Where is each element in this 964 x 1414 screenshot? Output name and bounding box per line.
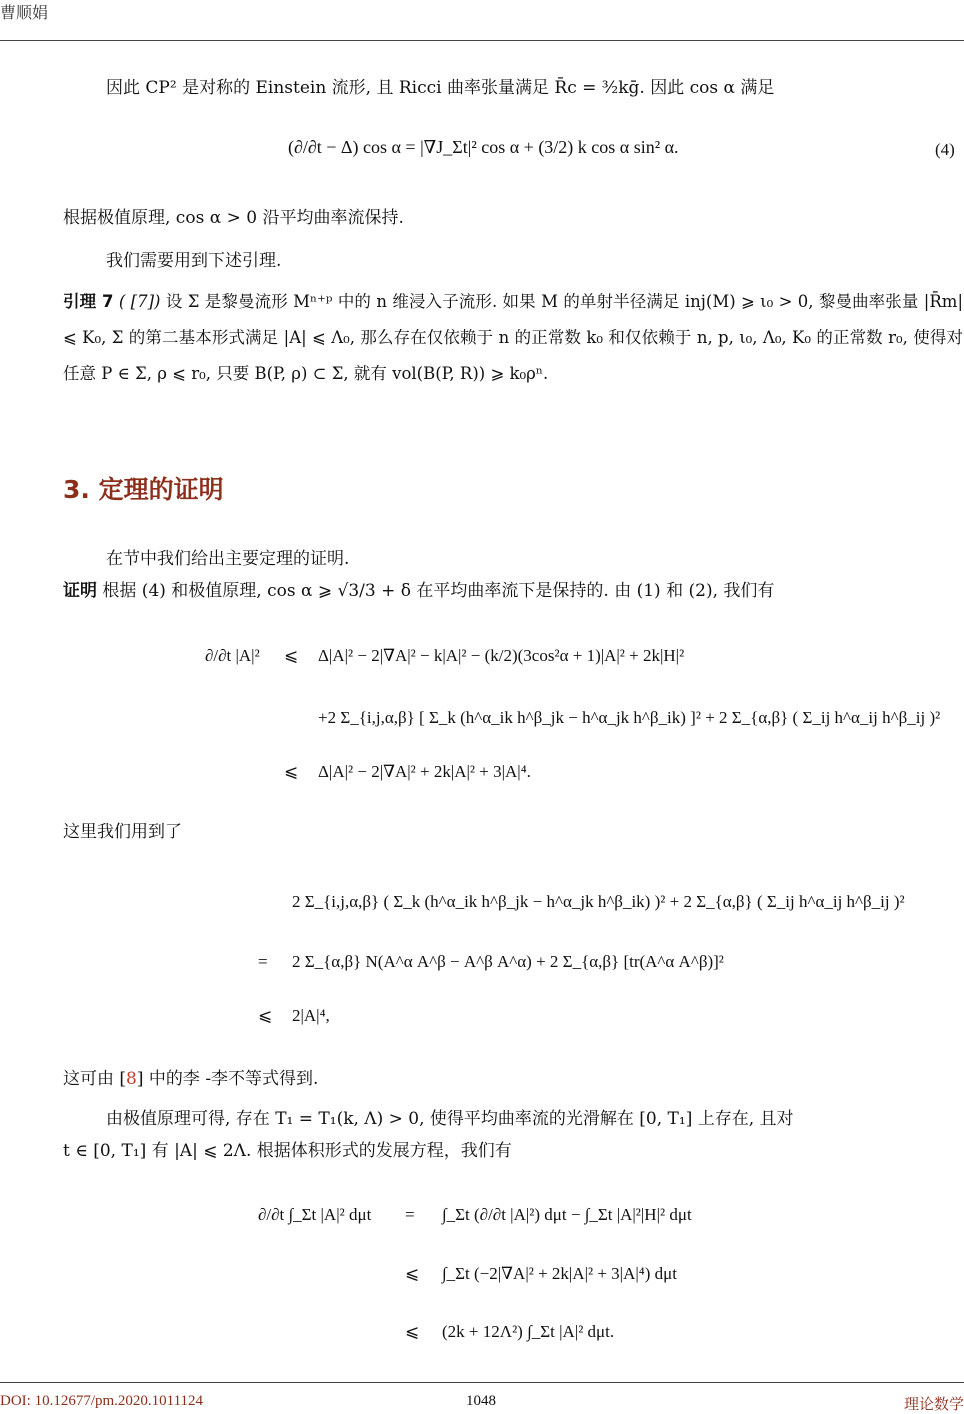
p6-post: ] 中的李 -李不等式得到. bbox=[136, 1069, 319, 1089]
eqA-line1-lhs: ∂/∂t |A|² bbox=[205, 646, 260, 665]
eqA-line1-rel: ⩽ bbox=[284, 646, 299, 665]
citation-link-8[interactable]: 8 bbox=[126, 1069, 137, 1089]
eqC-line3-rhs: (2k + 12Λ²) ∫_Σt |A|² dμt. bbox=[442, 1322, 615, 1341]
eqB-line2-rel: = bbox=[258, 952, 268, 971]
proof-text: 根据 (4) 和极值原理, cos α ⩾ √3/3 + δ 在平均曲率流下是保持的. 由 (1) 和 (2), 我们有 bbox=[102, 581, 775, 601]
footer-rule bbox=[0, 1382, 964, 1383]
proof-paragraph bbox=[63, 578, 774, 604]
eqB-line3-rel: ⩽ bbox=[258, 1006, 273, 1025]
paragraph-section-intro: 在节中我们给出主要定理的证明. bbox=[106, 549, 350, 569]
eqC-line3-rel: ⩽ bbox=[405, 1322, 420, 1341]
running-header-author: 曹顺娟 bbox=[0, 3, 49, 22]
eqA-line3-rel: ⩽ bbox=[284, 762, 299, 781]
footer-journal-name: 理论数学 bbox=[903, 1395, 964, 1413]
header-rule bbox=[0, 40, 964, 41]
eqC-line2-rhs: ∫_Σt (−2|∇A|² + 2k|A|² + 3|A|⁴) dμt bbox=[442, 1264, 677, 1283]
paragraph-used: 这里我们用到了 bbox=[63, 822, 182, 842]
footer-doi[interactable]: DOI: 10.12677/pm.2020.1011124 bbox=[0, 1393, 204, 1409]
footer-page-number: 1048 bbox=[466, 1393, 496, 1409]
eqA-line3-rhs: Δ|A|² − 2|∇A|² + 2k|A|² + 3|A|⁴. bbox=[318, 762, 531, 781]
lemma-citation[interactable]: ( [7]) bbox=[118, 292, 161, 311]
section-heading: 3. 定理的证明 bbox=[63, 475, 224, 504]
lemma-text: 设 Σ 是黎曼流形 Mⁿ⁺ᵖ 中的 n 维浸入子流形. 如果 M 的单射半径满足 inj(M) ⩾ ι₀ > 0, 黎曼曲率张量 |R̄m| ⩽ K₀, Σ 的第二基本形式满足 |A| ⩽ Λ₀, 那么存在仅依赖于 n 的正常数 k₀ 和仅依赖于 n, p, ι₀, Λ₀, K₀ 的正常数 r₀, 使得对任意 P ∈ Σ, ρ ⩽ r₀, 只要 B(P, ρ) ⊂ Σ, 就有 vol(B(P, R)) ⩾ k₀ρⁿ. bbox=[63, 292, 963, 383]
eqC-line1-lhs: ∂/∂t ∫_Σt |A|² dμt bbox=[258, 1205, 372, 1224]
equation-number-4: (4) bbox=[935, 140, 955, 159]
paragraph-lemma-intro: 我们需要用到下述引理. bbox=[106, 251, 282, 271]
equation-4: (∂/∂t − Δ) cos α = |∇J_Σt|² cos α + (3/2) k cos α sin² α. bbox=[288, 137, 679, 157]
p6-pre: 这可由 [ bbox=[63, 1069, 127, 1089]
lemma-label: 引理 7 bbox=[63, 292, 114, 311]
eqA-line2-rhs: +2 Σ_{i,j,α,β} [ Σ_k (h^α_ik h^β_jk − h^α_jk h^β_ik) ]² + 2 Σ_{α,β} ( Σ_ij h^α_ij h^β_ij )² bbox=[318, 708, 941, 727]
proof-label: 证明 bbox=[63, 581, 97, 601]
paragraph-max-principle: 根据极值原理, cos α > 0 沿平均曲率流保持. bbox=[63, 208, 404, 228]
eqB-line1: 2 Σ_{i,j,α,β} ( Σ_k (h^α_ik h^β_jk − h^α_jk h^β_ik) )² + 2 Σ_{α,β} ( Σ_ij h^α_ij h^β_ij )² bbox=[292, 892, 905, 911]
paragraph-cp2-einstein: 因此 CP² 是对称的 Einstein 流形, 且 Ricci 曲率张量满足 R̄c = ³⁄₂kḡ. 因此 cos α 满足 bbox=[106, 78, 775, 98]
eqC-line1-rel: = bbox=[405, 1205, 415, 1224]
paragraph-li-li-inequality bbox=[63, 1066, 318, 1092]
eqB-line2: 2 Σ_{α,β} N(A^α A^β − A^β A^α) + 2 Σ_{α,β} [tr(A^α A^β)]² bbox=[292, 952, 724, 971]
paragraph-existence-line1: 由极值原理可得, 存在 T₁ = T₁(k, Λ) > 0, 使得平均曲率流的光滑解在 [0, T₁] 上存在, 且对 bbox=[106, 1109, 794, 1129]
eqC-line2-rel: ⩽ bbox=[405, 1264, 420, 1283]
eqC-line1-rhs: ∫_Σt (∂/∂t |A|²) dμt − ∫_Σt |A|²|H|² dμt bbox=[442, 1205, 692, 1224]
eqB-line3: 2|A|⁴, bbox=[292, 1006, 330, 1025]
paragraph-existence-line2: t ∈ [0, T₁] 有 |A| ⩽ 2Λ. 根据体积形式的发展方程，我们有 bbox=[63, 1141, 512, 1161]
lemma-7 bbox=[63, 284, 963, 392]
eqA-line1-rhs: Δ|A|² − 2|∇A|² − k|A|² − (k/2)(3cos²α + 1)|A|² + 2k|H|² bbox=[318, 646, 685, 665]
